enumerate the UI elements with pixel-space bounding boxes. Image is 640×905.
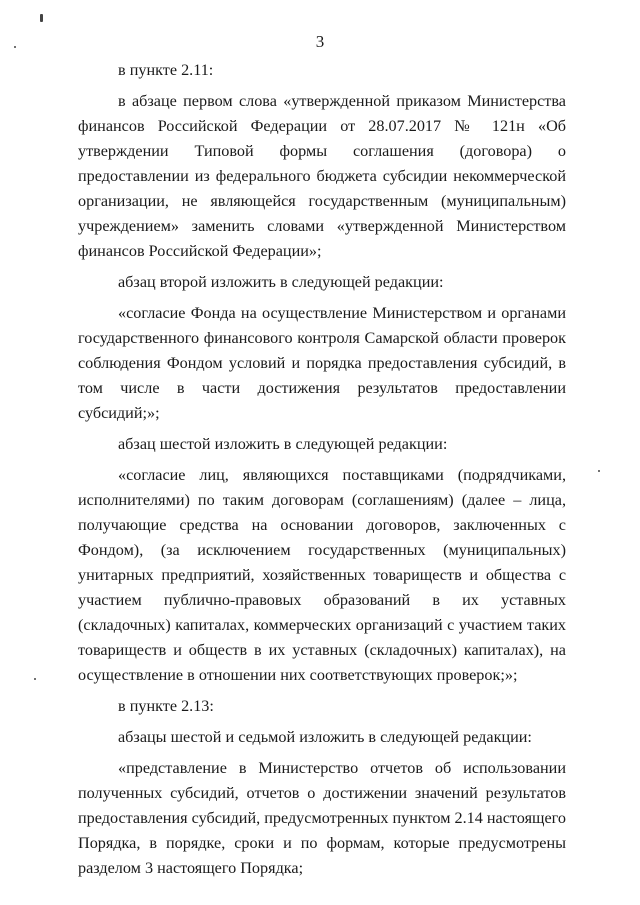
paragraph-sixth-abzac-intro: абзац шестой изложить в следующей редакции:: [118, 435, 448, 453]
paragraph-clause-2-11: в пункте 2.11:: [118, 61, 214, 79]
paragraph-fund-consent: «согласие Фонда на осуществление Министерством и органами государственного финансового контроля Самарской области проверок соблюдения Фондом условий и порядка предоставления субсидий, в том числе в части достижения результатов предоставлении субсидий;»;: [78, 304, 566, 422]
page-number: 3: [315, 32, 325, 51]
scan-speck: [34, 678, 36, 680]
scan-speck: [598, 470, 600, 472]
paragraph-suppliers-consent: «согласие лиц, являющихся поставщиками (подрядчиками, исполнителями) по таким договорам (соглашениям) (далее – лица, получающие средства на основании договоров, заключенных с Фондом), (за исключением государственных (муниципальных) унитарных предприятий, хозяйственных товариществ и общества с участием публично-правовых образований в их уставных (складочных) капиталах, коммерческих организаций с участием таких товариществ и обществ в их уставных (складочных) капиталах), на осуществление в отношении них соответствующих проверок;»;: [78, 466, 566, 684]
paragraph-reports-submission: «представление в Министерство отчетов об использовании полученных субсидий, отчетов о достижении значений результатов предоставления субсидий, предусмотренных пунктом 2.14 настоящего Порядка, в порядке, сроки и по формам, которые предусмотрены разделом 3 настоящего Порядка;: [78, 759, 566, 877]
paragraph-sixth-seventh-intro: абзацы шестой и седьмой изложить в следующей редакции:: [118, 728, 532, 746]
paragraph-amendment-first-abzac: в абзаце первом слова «утвержденной приказом Министерства финансов Российской Федерации от 28.07.2017 № 121н «Об утверждении Типовой формы соглашения (договора) о предоставлении из федерального бюджета субсидии некоммерческой организации, не являющейся государственным (муниципальным) учреждением» заменить словами «утвержденной Министерством финансов Российской Федерации»;: [78, 92, 566, 260]
document-body: [78, 58, 566, 887]
scan-speck: [40, 14, 43, 22]
paragraph-second-abzac-intro: абзац второй изложить в следующей редакции:: [118, 273, 444, 291]
paragraph-clause-2-13: в пункте 2.13:: [118, 697, 214, 715]
